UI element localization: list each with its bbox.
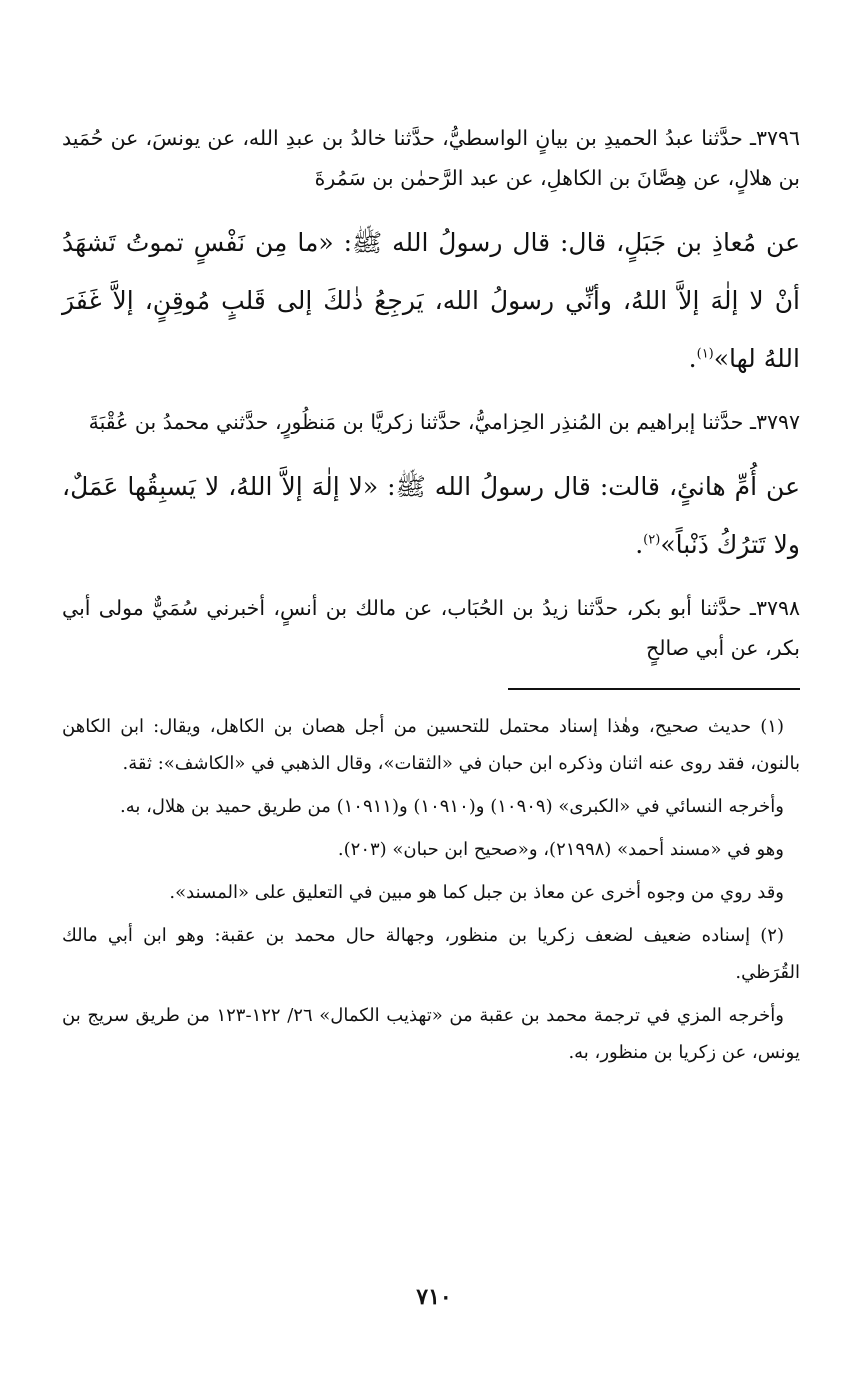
- footnote-ref[interactable]: (٢): [643, 532, 661, 548]
- footnote-separator: [508, 688, 800, 690]
- footnote-1-takhrij: وأخرجه النسائي في «الكبرى» (١٠٩٠٩) و(١٠٩١٠) و(١٠٩١١) من طريق حميد بن هلال، به.: [120, 796, 784, 817]
- footnote-1-sources: وهو في «مسند أحمد» (٢١٩٩٨)، و«صحيح ابن حبان» (٢٠٣).: [337, 839, 784, 860]
- hadith-number: ٣٧٩٦: [755, 126, 800, 150]
- full-stop: .: [635, 530, 644, 559]
- footnotes: [62, 708, 800, 1071]
- isnad-text: ـ حدَّثنا أبو بكر، حدَّثنا زيدُ بن الحُبَاب، عن مالك بن أنسٍ، أخبرني سُمَيٌّ مولى أبي بكر، عن أبي صالحٍ: [62, 596, 800, 660]
- footnote-ref[interactable]: (١): [696, 346, 714, 362]
- matn-text: عن أُمِّ هانئٍ، قالت: قال رسولُ الله ﷺ: «لا إلٰهَ إلاَّ اللهُ، لا يَسبِقُها عَمَلٌ، ولا تَترُكُ ذَنْباً»: [62, 472, 800, 559]
- hadith-3797-matn: [62, 458, 800, 574]
- hadith-3797-chain: [62, 402, 800, 442]
- isnad-text: ـ حدَّثنا عبدُ الحميدِ بن بيانٍ الواسطيُّ، حدَّثنا خالدُ بن عبدِ الله، عن يونسَ، عن حُمَيد بن هلالٍ، عن هِصَّانَ بن الكاهلِ، عن عبد الرَّحمٰن بن سَمُرةَ: [62, 126, 800, 190]
- full-stop: .: [688, 344, 697, 373]
- matn-text: عن مُعاذِ بن جَبَلٍ، قال: قال رسولُ الله ﷺ: «ما مِن نَفْسٍ تموتُ تَشهَدُ أنْ لا إلٰهَ إلاَّ اللهُ، وأنِّي رسولُ الله، يَرجِعُ ذٰلكَ إلى قَلبٍ مُوقِنٍ، إلاَّ غَفَرَ اللهُ لها»: [62, 228, 800, 373]
- footnote-2-takhrij: وأخرجه المزي في ترجمة محمد بن عقبة من «تهذيب الكمال» ٢٦/ ١٢٢-١٢٣ من طريق سريج بن يونس، عن زكريا بن منظور، به.: [62, 1005, 800, 1063]
- page-body: [62, 118, 800, 1077]
- hadith-number: ٣٧٩٧: [755, 410, 800, 434]
- footnote-1: (١) حديث صحيح، وهٰذا إسناد محتمل للتحسين من أجل هصان بن الكاهل، ويقال: ابن الكاهن بالنون، فقد روى عنه اثنان وذكره ابن حبان في «الثقات»، وقال الذهبي في «الكاشف»: ثقة.: [62, 716, 800, 774]
- footnote-separator-wrap: [62, 688, 800, 690]
- footnote-1-other: وقد روي من وجوه أخرى عن معاذ بن جبل كما هو مبين في التعليق على «المسند».: [169, 882, 784, 903]
- isnad-text: ـ حدَّثنا إبراهيم بن المُنذِر الحِزاميُّ، حدَّثنا زكريَّا بن مَنظُورٍ، حدَّثني محمدُ بن عُقْبَةَ: [88, 410, 756, 434]
- hadith-3798-chain: [62, 588, 800, 668]
- hadith-3796-chain: [62, 118, 800, 198]
- hadith-number: ٣٧٩٨: [755, 596, 800, 620]
- page-number: ٧١٠: [416, 1284, 452, 1310]
- hadith-3796-matn: [62, 214, 800, 388]
- footnote-2: (٢) إسناده ضعيف لضعف زكريا بن منظور، وجهالة حال محمد بن عقبة: وهو ابن أبي مالك القُرَظي.: [62, 925, 800, 983]
